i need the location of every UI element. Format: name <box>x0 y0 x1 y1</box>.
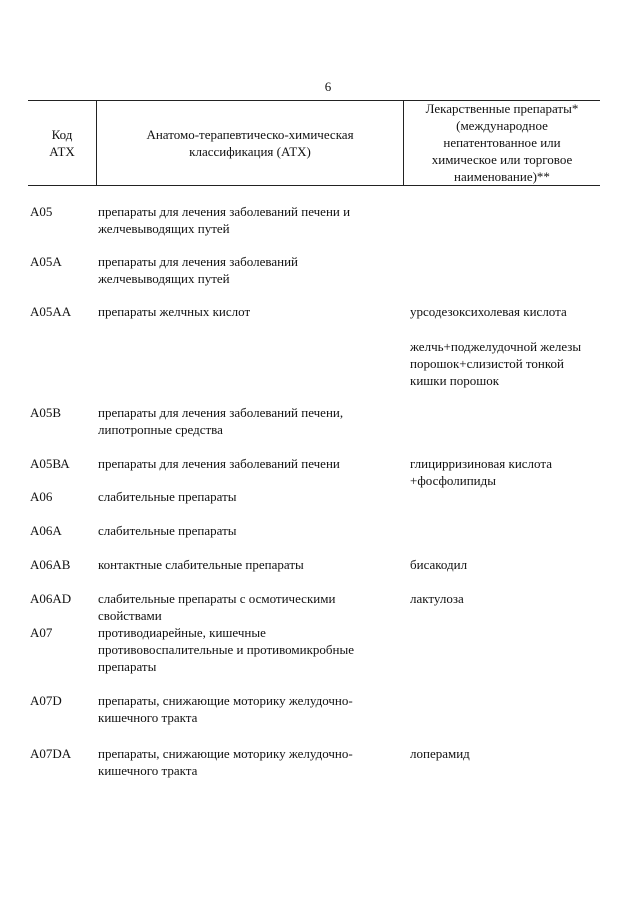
atc-code: A07D <box>30 693 62 708</box>
atc-classification: слабительные препараты <box>98 489 237 504</box>
atc-classification: препараты для лечения заболеваний печени, липотропные средства <box>98 405 344 437</box>
atc-classification: препараты для лечения заболеваний печени <box>98 456 340 471</box>
atc-code: A07DA <box>30 746 72 761</box>
drug-name: лактулоза <box>410 591 464 606</box>
drug-name: урсодезоксихолевая кислота <box>410 304 567 319</box>
atc-code: А05В <box>30 405 62 420</box>
atc-classification: препараты для лечения заболеваний желчевыводящих путей <box>98 254 298 286</box>
drug-name: желчь+поджелудочной железы порошок+слизистой тонкой кишки порошок <box>410 339 582 388</box>
atc-classification: препараты, снижающие моторику желудочно-кишечного тракта <box>98 693 353 725</box>
header-code-label: Код АТХ <box>49 126 75 159</box>
atc-classification: контактные слабительные препараты <box>98 557 304 572</box>
atc-classification: препараты желчных кислот <box>98 304 251 319</box>
atc-code: А05 <box>30 204 53 219</box>
header-drugs-cell <box>404 100 600 185</box>
page-number: 6 <box>324 79 332 94</box>
atc-classification: препараты для лечения заболеваний печени и желчевыводящих путей <box>98 204 351 236</box>
header-code-cell <box>28 100 96 185</box>
atc-code: А05АА <box>30 304 72 319</box>
atc-code: А05ВА <box>30 456 70 471</box>
atc-classification: противодиарейные, кишечные противовоспалительные и противомикробные препараты <box>98 625 354 674</box>
atc-classification: слабительные препараты с осмотическими свойствами <box>98 591 336 623</box>
drug-name: бисакодил <box>410 557 468 572</box>
atc-code: А06AD <box>30 591 72 606</box>
atc-classification: слабительные препараты <box>98 523 237 538</box>
table-header-bottom-rule <box>28 185 600 186</box>
atc-code: А06АВ <box>30 557 71 572</box>
atc-code: А05А <box>30 254 62 269</box>
drug-name: лоперамид <box>410 746 470 761</box>
drug-name: глицирризиновая кислота +фосфолипиды <box>410 456 552 488</box>
atc-code: А06А <box>30 523 62 538</box>
atc-code: А07 <box>30 625 53 640</box>
header-classification-label: Анатомо-терапевтическо-химическая классификация (АТХ) <box>146 126 354 159</box>
header-drugs-label: Лекарственные препараты* (международное непатентованное или химическое или торговое наименование)** <box>425 101 579 184</box>
atc-classification: препараты, снижающие моторику желудочно-кишечного тракта <box>98 746 353 778</box>
header-classification-cell <box>97 100 403 185</box>
atc-code: А06 <box>30 489 53 504</box>
